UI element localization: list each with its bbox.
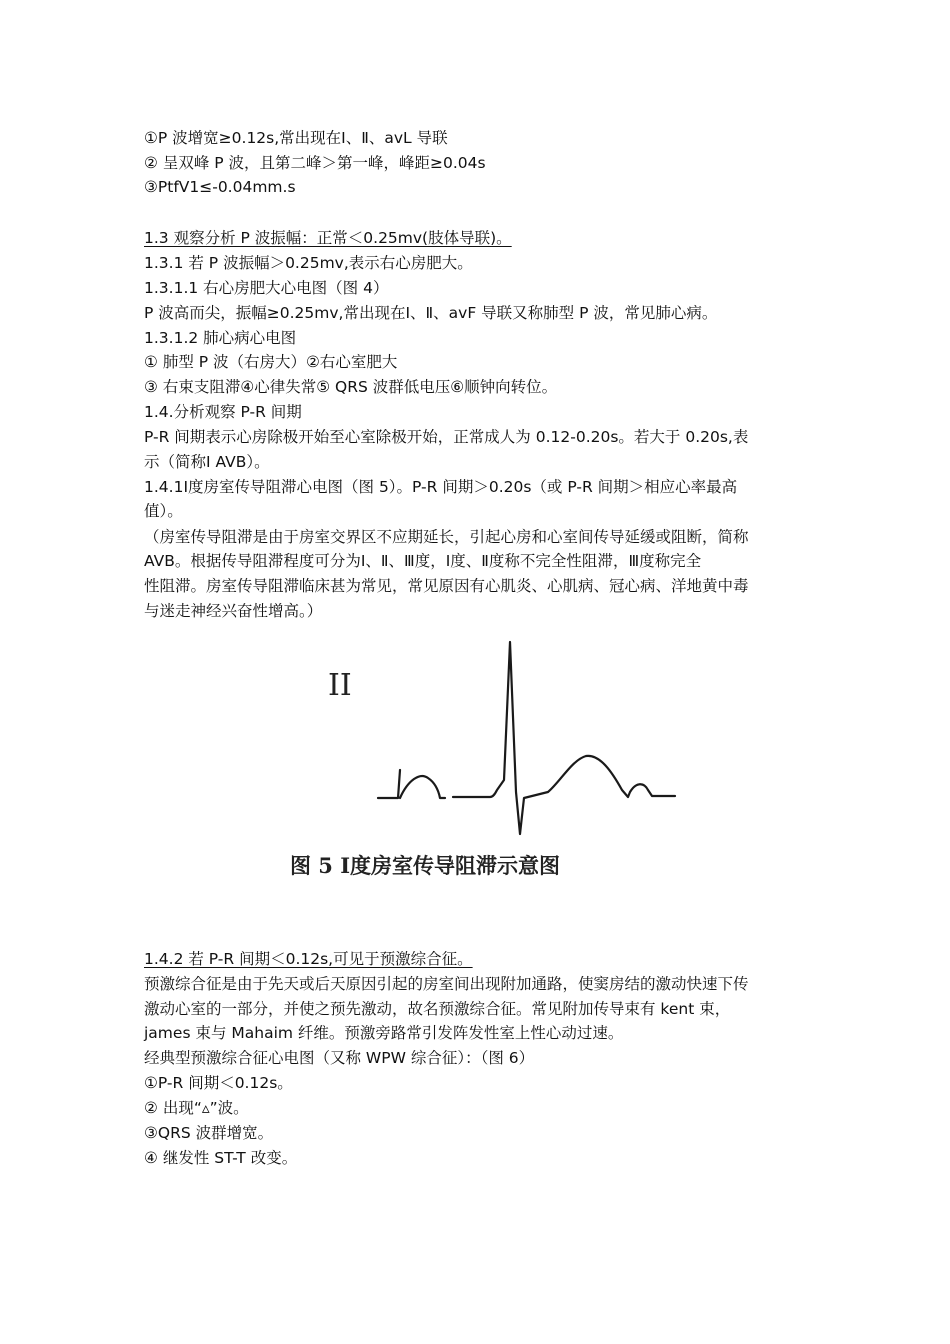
list-item: ② 出现“▵”波。 xyxy=(144,1099,249,1117)
section-heading: 1.4.分析观察 P-R 间期 xyxy=(144,403,302,421)
subsection-heading: 值）。 xyxy=(144,502,183,520)
text-line: P-R 间期表示心房除极开始至心室除极开始，正常成人为 0.12-0.20s。若大于 0.20s,表 xyxy=(144,428,749,446)
text-line: 预激综合征是由于先天或后天原因引起的房室间出现附加通路，使窦房结的激动快速下传 xyxy=(144,975,749,993)
text-line: ② 呈双峰 P 波，且第二峰＞第一峰，峰距≥0.04s xyxy=(144,154,486,172)
text-line: 示（简称Ⅰ AVB）。 xyxy=(144,453,270,471)
subsection-heading: 1.3.1.2 肺心病心电图 xyxy=(144,329,297,347)
subsection-heading: 1.3.1 若 P 波振幅＞0.25mv,表示右心房肥大。 xyxy=(144,254,473,272)
list-item: ①P-R 间期＜0.12s。 xyxy=(144,1074,293,1092)
text-line: ①P 波增宽≥0.12s,常出现在Ⅰ、Ⅱ、avL 导联 xyxy=(144,129,448,147)
lead-label: II xyxy=(328,668,352,703)
text-line: ③ 右束支阻滞④心律失常⑤ QRS 波群低电压⑥顺钟向转位。 xyxy=(144,378,558,396)
text-line: ③PtfV1≤-0.04mm.s xyxy=(144,178,296,196)
subsection-heading: 1.4.2 若 P-R 间期＜0.12s,可见于预激综合征。 xyxy=(144,950,473,968)
text-line: 经典型预激综合征心电图（又称 WPW 综合征）：（图 6） xyxy=(144,1049,535,1067)
text-line: james 束与 Mahaim 纤维。预激旁路常引发阵发性室上性心动过速。 xyxy=(144,1024,624,1042)
text-line: P 波高而尖，振幅≥0.25mv,常出现在Ⅰ、Ⅱ、avF 导联又称肺型 P 波，常见肺心病。 xyxy=(144,304,718,322)
text-line: （房室传导阻滞是由于房室交界区不应期延长，引起心房和心室间传导延缓或阻断，简称 xyxy=(144,528,749,546)
text-line: 激动心室的一部分，并使之预先激动，故名预激综合征。常见附加传导束有 kent 束， xyxy=(144,1000,731,1018)
list-item: ④ 继发性 ST-T 改变。 xyxy=(144,1149,298,1167)
list-item: ③QRS 波群增宽。 xyxy=(144,1124,274,1142)
text-line: 与迷走神经兴奋性增高。） xyxy=(144,602,323,620)
text-line: ① 肺型 P 波（右房大）②右心室肥大 xyxy=(144,353,398,371)
ecg-p-wave xyxy=(378,770,445,798)
subsection-heading: 1.3.1.1 右心房肥大心电图（图 4） xyxy=(144,279,389,297)
ecg-qrs-complex xyxy=(453,642,675,834)
section-heading: 1.3 观察分析 P 波振幅：正常＜0.25mv(肢体导联)。 xyxy=(144,229,512,247)
figure-caption: 图 5 Ⅰ度房室传导阻滞示意图 xyxy=(290,853,561,878)
text-line: AVB。根据传导阻滞程度可分为Ⅰ、Ⅱ、Ⅲ度，Ⅰ度、Ⅱ度称不完全性阻滞，Ⅲ度称完全 xyxy=(144,552,702,570)
text-line: 性阻滞。房室传导阻滞临床甚为常见，常见原因有心肌炎、心肌病、冠心病、洋地黄中毒 xyxy=(144,577,749,595)
subsection-heading: 1.4.1Ⅰ度房室传导阻滞心电图（图 5）。P-R 间期＞0.20s（或 P-R 间期＞相应心率最高 xyxy=(144,478,738,496)
